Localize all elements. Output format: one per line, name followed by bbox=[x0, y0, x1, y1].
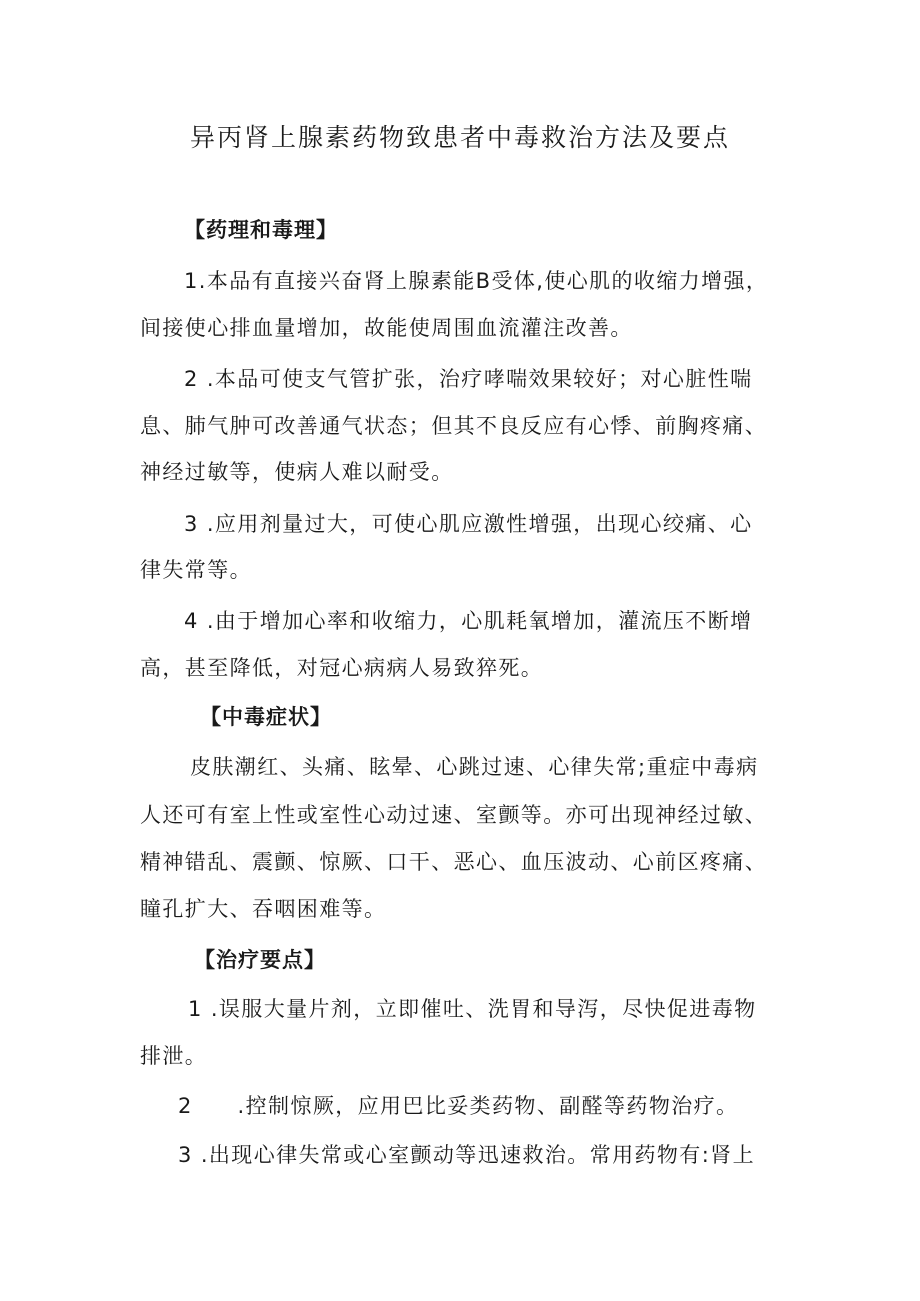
paragraph-line: 1 .误服大量片剂，立即催吐、洗胃和导泻，尽快促进毒物 bbox=[188, 997, 757, 1021]
paragraph-line: 律失常等。 bbox=[140, 558, 252, 582]
paragraph-line: 3 .应用剂量过大，可使心肌应激性增强，出现心绞痛、心 bbox=[184, 512, 753, 536]
paragraph-line: 2 .本品可使支气管扩张，治疗哮喘效果较好；对心脏性喘 bbox=[184, 367, 753, 391]
paragraph-line: 1.本品有直接兴奋肾上腺素能B受体,使心肌的收缩力增强， bbox=[184, 269, 769, 293]
paragraph-line: 瞳孔扩大、吞咽困难等。 bbox=[140, 897, 387, 921]
paragraph-line: 2 .控制惊厥，应用巴比妥类药物、副醛等药物治疗。 bbox=[178, 1094, 739, 1118]
paragraph-line: 神经过敏等，使病人难以耐受。 bbox=[140, 460, 454, 484]
paragraph-line: 精神错乱、震颤、惊厥、口干、恶心、血压波动、心前区疼痛、 bbox=[140, 850, 768, 874]
section-heading-treatment: 【治疗要点】 bbox=[194, 948, 326, 972]
paragraph-line: 排泄。 bbox=[140, 1044, 208, 1068]
paragraph-line: 间接使心排血量增加，故能使周围血流灌注改善。 bbox=[140, 316, 633, 340]
paragraph-line: 4 .由于增加心率和收缩力，心肌耗氧增加，灌流压不断增 bbox=[184, 609, 753, 633]
section-heading-pharmacology: 【药理和毒理】 bbox=[184, 218, 338, 242]
document-title: 异丙肾上腺素药物致患者中毒救治方法及要点 bbox=[189, 123, 730, 152]
paragraph-line: 3 .出现心律失常或心室颤动等迅速救治。常用药物有:肾上 bbox=[178, 1143, 755, 1167]
paragraph-line: 息、肺气肿可改善通气状态；但其不良反应有心悸、前胸疼痛、 bbox=[140, 414, 768, 438]
paragraph-line: 皮肤潮红、头痛、眩晕、心跳过速、心律失常;重症中毒病 bbox=[190, 755, 759, 779]
paragraph-line: 高，甚至降低，对冠心病病人易致猝死。 bbox=[140, 656, 544, 680]
section-heading-symptoms: 【中毒症状】 bbox=[200, 705, 332, 729]
paragraph-line: 人还可有室上性或室性心动过速、室颤等。亦可出现神经过敏、 bbox=[140, 803, 768, 827]
